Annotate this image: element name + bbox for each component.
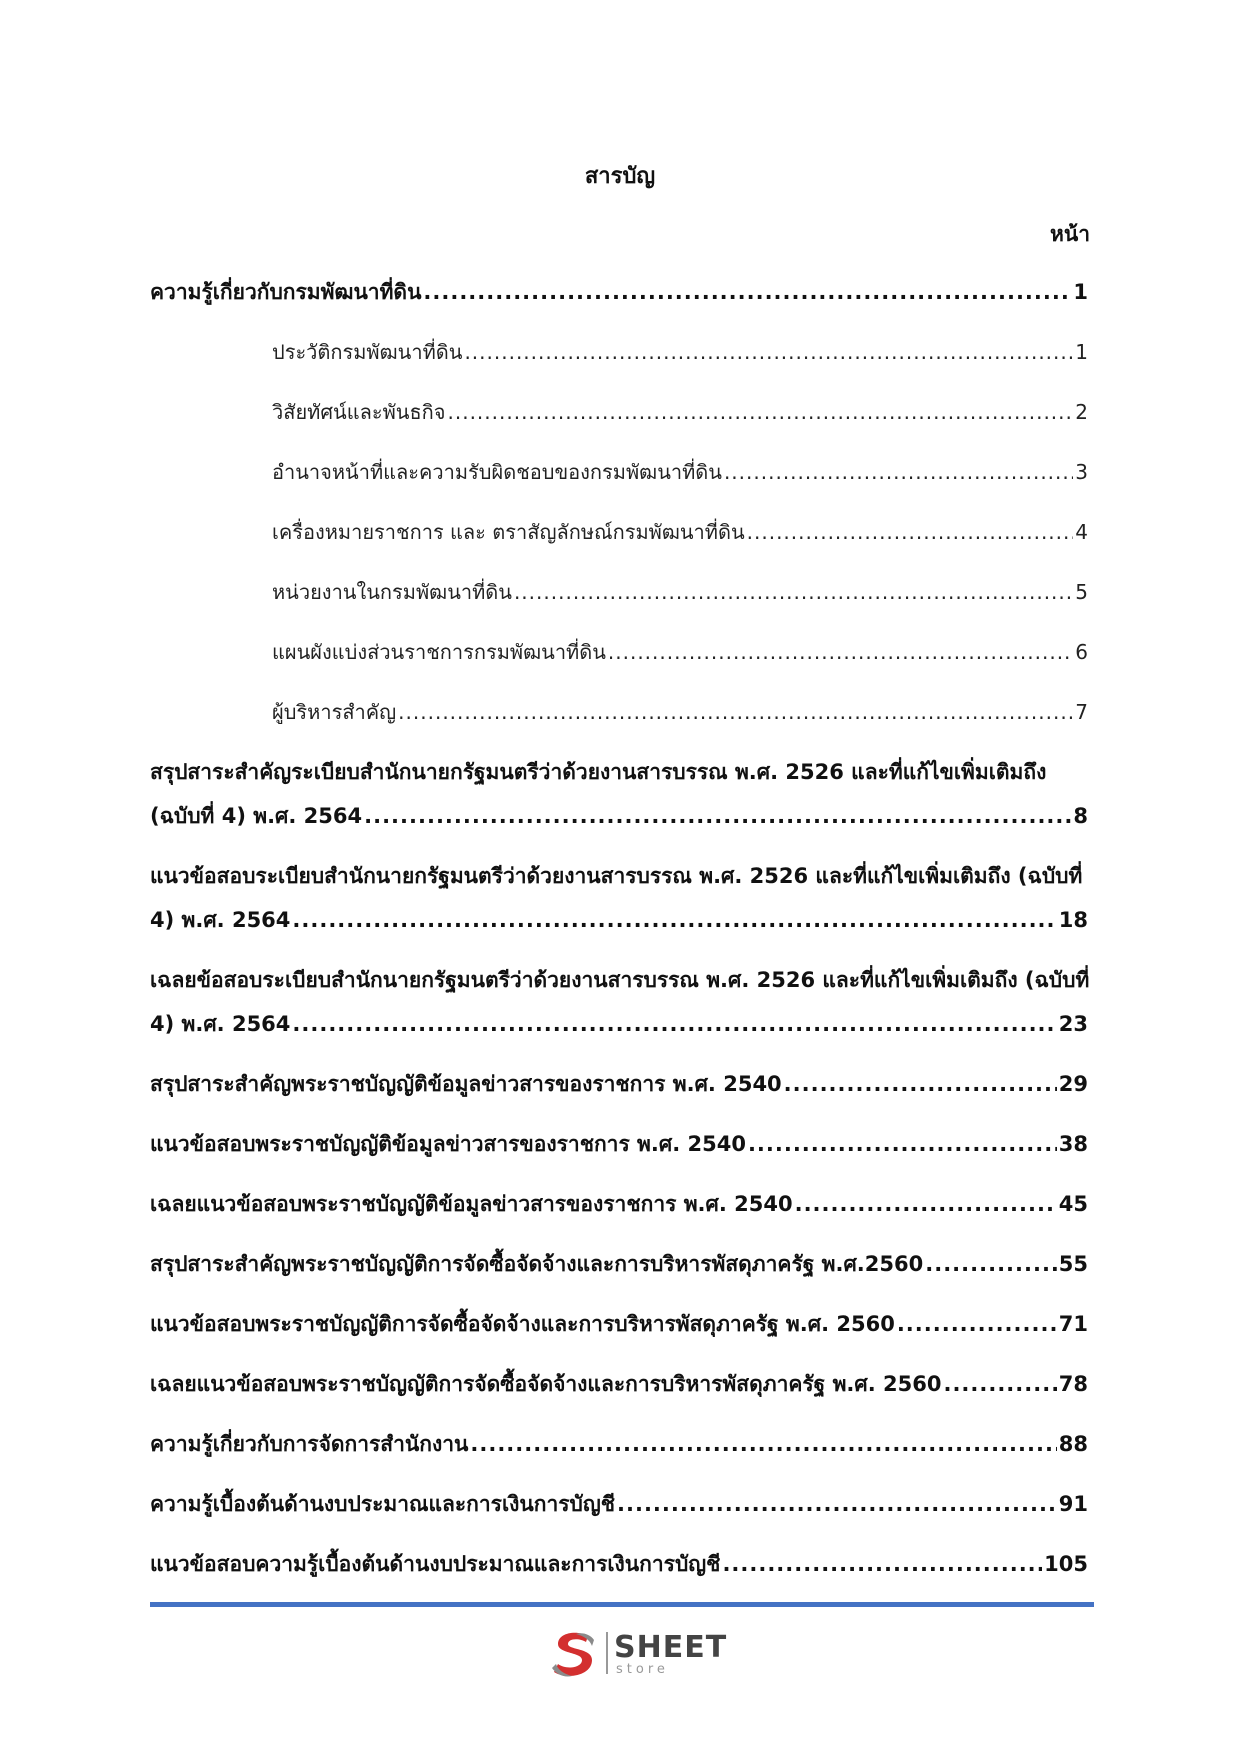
toc-subentry[interactable]: เครื่องหมายราชการ และ ตราสัญลักษณ์กรมพัฒนาที่ดิน ..... 4 xyxy=(272,518,1088,546)
footer-rule xyxy=(150,1602,1094,1607)
toc-entry[interactable]: สรุปสาระสำคัญระเบียบสำนักนายกรัฐมนตรีว่าด้วยงานสารบรรณ พ.ศ. 2526 และที่แก้ไขเพิ่มเติมถึง (ฉบับที่ 4) พ.ศ. 2564 ..... 8 xyxy=(150,758,1088,830)
toc-entry[interactable]: แนวข้อสอบระเบียบสำนักนายกรัฐมนตรีว่าด้วยงานสารบรรณ พ.ศ. 2526 และที่แก้ไขเพิ่มเติมถึง (ฉบับที่ 4) พ.ศ. 2564 ..... 18 xyxy=(150,862,1088,934)
toc-subentry[interactable]: แผนผังแบ่งส่วนราชการกรมพัฒนาที่ดิน ..... 6 xyxy=(272,638,1088,666)
toc-subentry[interactable]: วิสัยทัศน์และพันธกิจ ..... 2 xyxy=(272,398,1088,426)
logo-subtext: store xyxy=(616,1662,669,1677)
toc-entry[interactable]: แนวข้อสอบความรู้เบื้องต้นด้านงบประมาณและการเงินการบัญชี ..... 105 xyxy=(150,1550,1088,1578)
toc-title: สารบัญ xyxy=(584,164,656,189)
toc-entry[interactable]: ความรู้เกี่ยวกับการจัดการสำนักงาน ..... 88 xyxy=(150,1430,1088,1458)
toc-entry[interactable]: เฉลยข้อสอบระเบียบสำนักนายกรัฐมนตรีว่าด้วยงานสารบรรณ พ.ศ. 2526 และที่แก้ไขเพิ่มเติมถึง (ฉบับที่ 4) พ.ศ. 2564 ..... 23 xyxy=(150,966,1088,1038)
toc-subentry[interactable]: ประวัติกรมพัฒนาที่ดิน ..... 1 xyxy=(272,338,1088,366)
sheet-store-logo xyxy=(548,1628,728,1680)
toc-subentry[interactable]: หน่วยงานในกรมพัฒนาที่ดิน ..... 5 xyxy=(272,578,1088,606)
sheet-s-logo-icon xyxy=(548,1628,602,1680)
toc-subentry[interactable]: อำนาจหน้าที่และความรับผิดชอบของกรมพัฒนาที่ดิน ..... 3 xyxy=(272,458,1088,486)
toc-entry[interactable]: สรุปสาระสำคัญพระราชบัญญัติข้อมูลข่าวสารของราชการ พ.ศ. 2540 ..... 29 xyxy=(150,1070,1088,1098)
logo-divider xyxy=(606,1632,608,1674)
toc-entry[interactable]: สรุปสาระสำคัญพระราชบัญญัติการจัดซื้อจัดจ้างและการบริหารพัสดุภาครัฐ พ.ศ.2560 ..... 55 xyxy=(150,1250,1088,1278)
toc-entry[interactable]: ความรู้เกี่ยวกับกรมพัฒนาที่ดิน ..... 1 xyxy=(150,278,1088,306)
toc-entry[interactable]: เฉลยแนวข้อสอบพระราชบัญญัติข้อมูลข่าวสารของราชการ พ.ศ. 2540 ..... 45 xyxy=(150,1190,1088,1218)
page-column-header: หน้า xyxy=(1050,222,1090,246)
toc-subentry[interactable]: ผู้บริหารสำคัญ ..... 7 xyxy=(272,698,1088,726)
toc-entry[interactable]: แนวข้อสอบพระราชบัญญัติข้อมูลข่าวสารของราชการ พ.ศ. 2540 ..... 38 xyxy=(150,1130,1088,1158)
toc-entry[interactable]: แนวข้อสอบพระราชบัญญัติการจัดซื้อจัดจ้างและการบริหารพัสดุภาครัฐ พ.ศ. 2560 ..... 71 xyxy=(150,1310,1088,1338)
logo-text: SHEET xyxy=(614,1630,728,1665)
toc-entry[interactable]: ความรู้เบื้องต้นด้านงบประมาณและการเงินการบัญชี ..... 91 xyxy=(150,1490,1088,1518)
toc-entry[interactable]: เฉลยแนวข้อสอบพระราชบัญญัติการจัดซื้อจัดจ้างและการบริหารพัสดุภาครัฐ พ.ศ. 2560 ..... 78 xyxy=(150,1370,1088,1398)
